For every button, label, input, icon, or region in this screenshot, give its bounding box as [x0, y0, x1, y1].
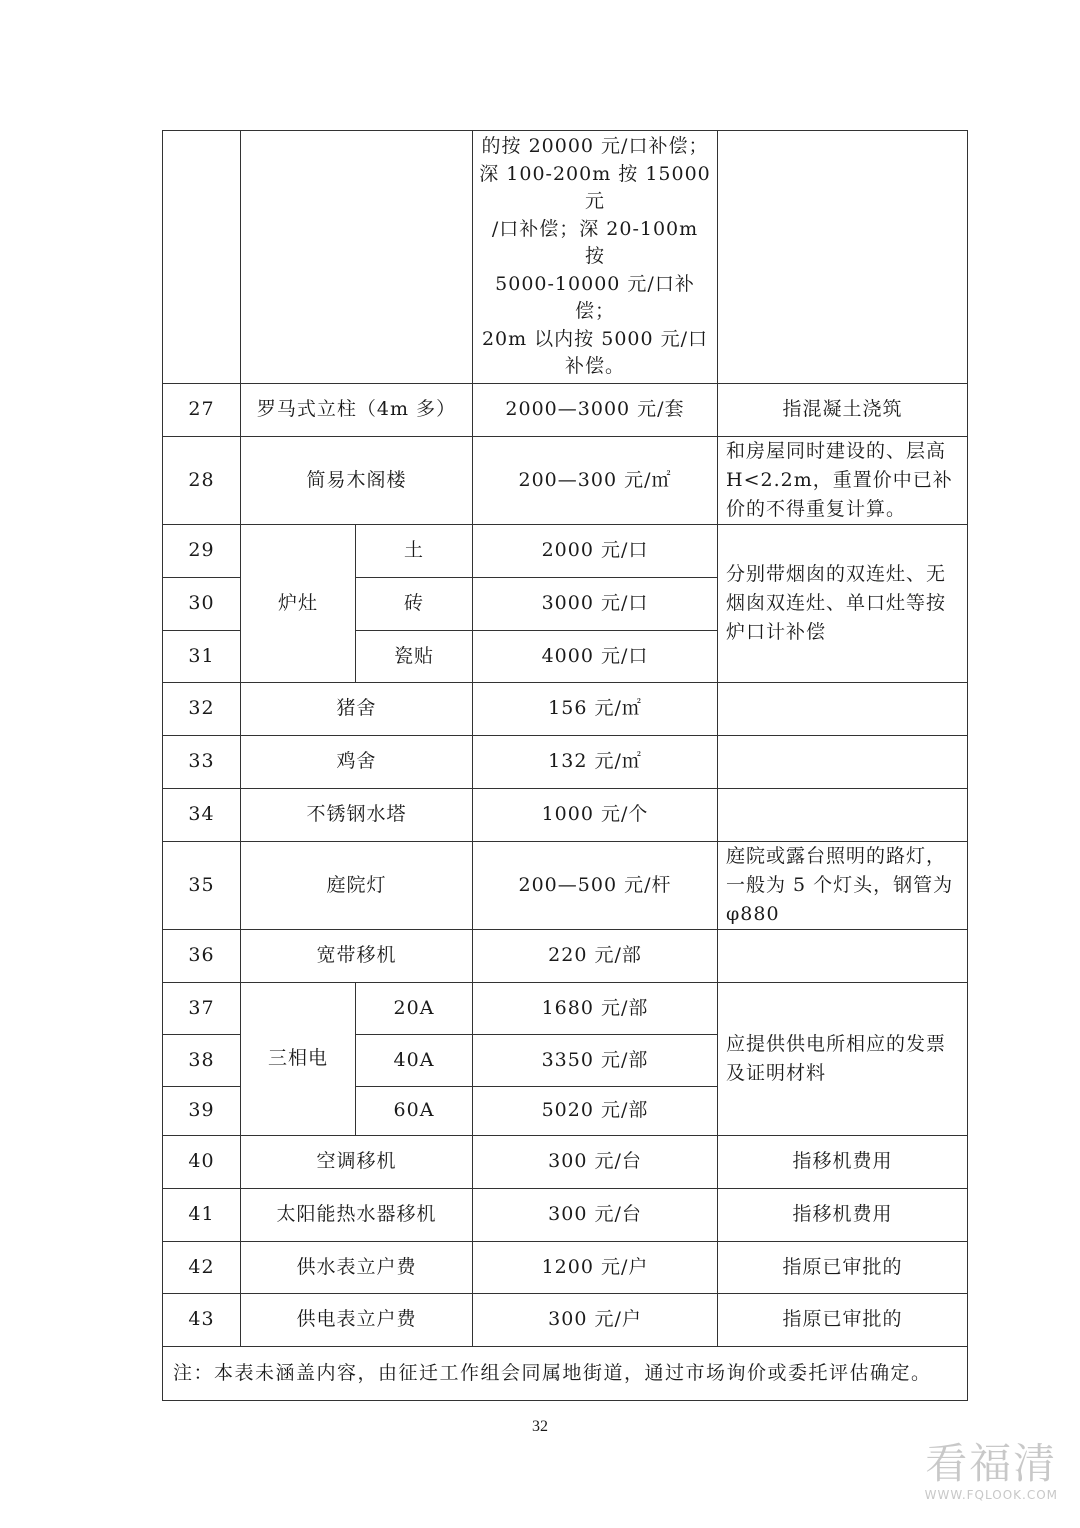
- sub-item: 瓷贴: [356, 630, 473, 682]
- price: 156 元/㎡: [473, 682, 718, 735]
- price: 200—300 元/㎡: [473, 436, 718, 524]
- group-name: 三相电: [241, 982, 356, 1135]
- table-footnote: 注：本表未涵盖内容，由征迁工作组会同属地街道，通过市场询价或委托评估确定。: [163, 1346, 968, 1400]
- price: 300 元/台: [473, 1188, 718, 1241]
- row-number: 31: [163, 630, 241, 682]
- row-number: 41: [163, 1188, 241, 1241]
- watermark: [925, 1440, 1058, 1502]
- note: [718, 735, 968, 788]
- price: 200—500 元/杆: [473, 841, 718, 929]
- note: 指移机费用: [718, 1188, 968, 1241]
- compensation-table: [162, 130, 968, 1401]
- price-line: 5000-10000 元/口补偿；: [495, 272, 695, 322]
- sub-item: 砖: [356, 577, 473, 630]
- table-row: [163, 1188, 968, 1241]
- row-number: 37: [163, 982, 241, 1034]
- price: 4000 元/口: [473, 630, 718, 682]
- price-cell: [473, 131, 718, 384]
- table-row: [163, 841, 968, 929]
- note: 指移机费用: [718, 1135, 968, 1188]
- row-number: 43: [163, 1293, 241, 1346]
- table-row: [163, 929, 968, 982]
- note: 指混凝土浇筑: [718, 383, 968, 436]
- table-footnote-row: [163, 1346, 968, 1400]
- price: 1200 元/户: [473, 1241, 718, 1293]
- price-line: 补偿。: [564, 355, 625, 377]
- group-name: 炉灶: [241, 524, 356, 682]
- table-row: [163, 1135, 968, 1188]
- row-number: 36: [163, 929, 241, 982]
- price: 2000 元/口: [473, 524, 718, 577]
- row-number: 28: [163, 436, 241, 524]
- item-name: 太阳能热水器移机: [241, 1188, 473, 1241]
- watermark-url: WWW.FQLOOK.COM: [924, 1488, 1058, 1502]
- item-name: 猪舍: [241, 682, 473, 735]
- sub-item: 20A: [356, 982, 473, 1034]
- table-row: [163, 383, 968, 436]
- price-line: 的按 20000 元/口补偿；: [481, 135, 709, 157]
- note: [718, 788, 968, 841]
- item-name: 供水表立户费: [241, 1241, 473, 1293]
- table-row-continuation: [163, 131, 968, 384]
- item-name: 供电表立户费: [241, 1293, 473, 1346]
- row-number: 30: [163, 577, 241, 630]
- note: 应提供供电所相应的发票及证明材料: [718, 982, 968, 1135]
- table-row: [163, 682, 968, 735]
- price: 5020 元/部: [473, 1086, 718, 1135]
- row-number: 34: [163, 788, 241, 841]
- table-row: [163, 735, 968, 788]
- item-name: 空调移机: [241, 1135, 473, 1188]
- row-number: 40: [163, 1135, 241, 1188]
- row-number: 35: [163, 841, 241, 929]
- note: 指原已审批的: [718, 1293, 968, 1346]
- note-cell: [718, 131, 968, 384]
- watermark-logo-text: 看福清: [925, 1439, 1058, 1488]
- row-number: 27: [163, 383, 241, 436]
- note: [718, 682, 968, 735]
- item-name: 不锈钢水塔: [241, 788, 473, 841]
- sub-item: 60A: [356, 1086, 473, 1135]
- table-row: [163, 1241, 968, 1293]
- sub-item: 40A: [356, 1034, 473, 1086]
- row-number: 32: [163, 682, 241, 735]
- table-row: [163, 788, 968, 841]
- price: 1000 元/个: [473, 788, 718, 841]
- price-line: 深 100-200m 按 15000 元: [479, 162, 711, 212]
- row-number: 29: [163, 524, 241, 577]
- table-row: [163, 436, 968, 524]
- item-name: 简易木阁楼: [241, 436, 473, 524]
- table-row: [163, 524, 968, 577]
- row-number: 42: [163, 1241, 241, 1293]
- price: 3350 元/部: [473, 1034, 718, 1086]
- item-name: 鸡舍: [241, 735, 473, 788]
- price: 132 元/㎡: [473, 735, 718, 788]
- price: 220 元/部: [473, 929, 718, 982]
- price: 3000 元/口: [473, 577, 718, 630]
- row-number: 38: [163, 1034, 241, 1086]
- row-number: 39: [163, 1086, 241, 1135]
- table-row: [163, 982, 968, 1034]
- note: 庭院或露台照明的路灯，一般为 5 个灯头，钢管为φ880: [718, 841, 968, 929]
- note: 指原已审批的: [718, 1241, 968, 1293]
- price: 300 元/户: [473, 1293, 718, 1346]
- price-line: /口补偿；深 20-100m 按: [491, 217, 699, 267]
- price-line: 20m 以内按 5000 元/口: [481, 327, 709, 350]
- item-name: 宽带移机: [241, 929, 473, 982]
- table-row: [163, 1293, 968, 1346]
- note: 分别带烟囱的双连灶、无烟囱双连灶、单口灶等按炉口计补偿: [718, 524, 968, 682]
- price: 300 元/台: [473, 1135, 718, 1188]
- sub-item: 土: [356, 524, 473, 577]
- price: 1680 元/部: [473, 982, 718, 1034]
- page-number: 32: [532, 1418, 548, 1435]
- note: 和房屋同时建设的、层高H<2.2m，重置价中已补价的不得重复计算。: [718, 436, 968, 524]
- item-name: 罗马式立柱（4m 多）: [241, 383, 473, 436]
- note: [718, 929, 968, 982]
- price: 2000—3000 元/套: [473, 383, 718, 436]
- item-name: 庭院灯: [241, 841, 473, 929]
- no-cell: [163, 131, 241, 384]
- item-cell: [241, 131, 473, 384]
- row-number: 33: [163, 735, 241, 788]
